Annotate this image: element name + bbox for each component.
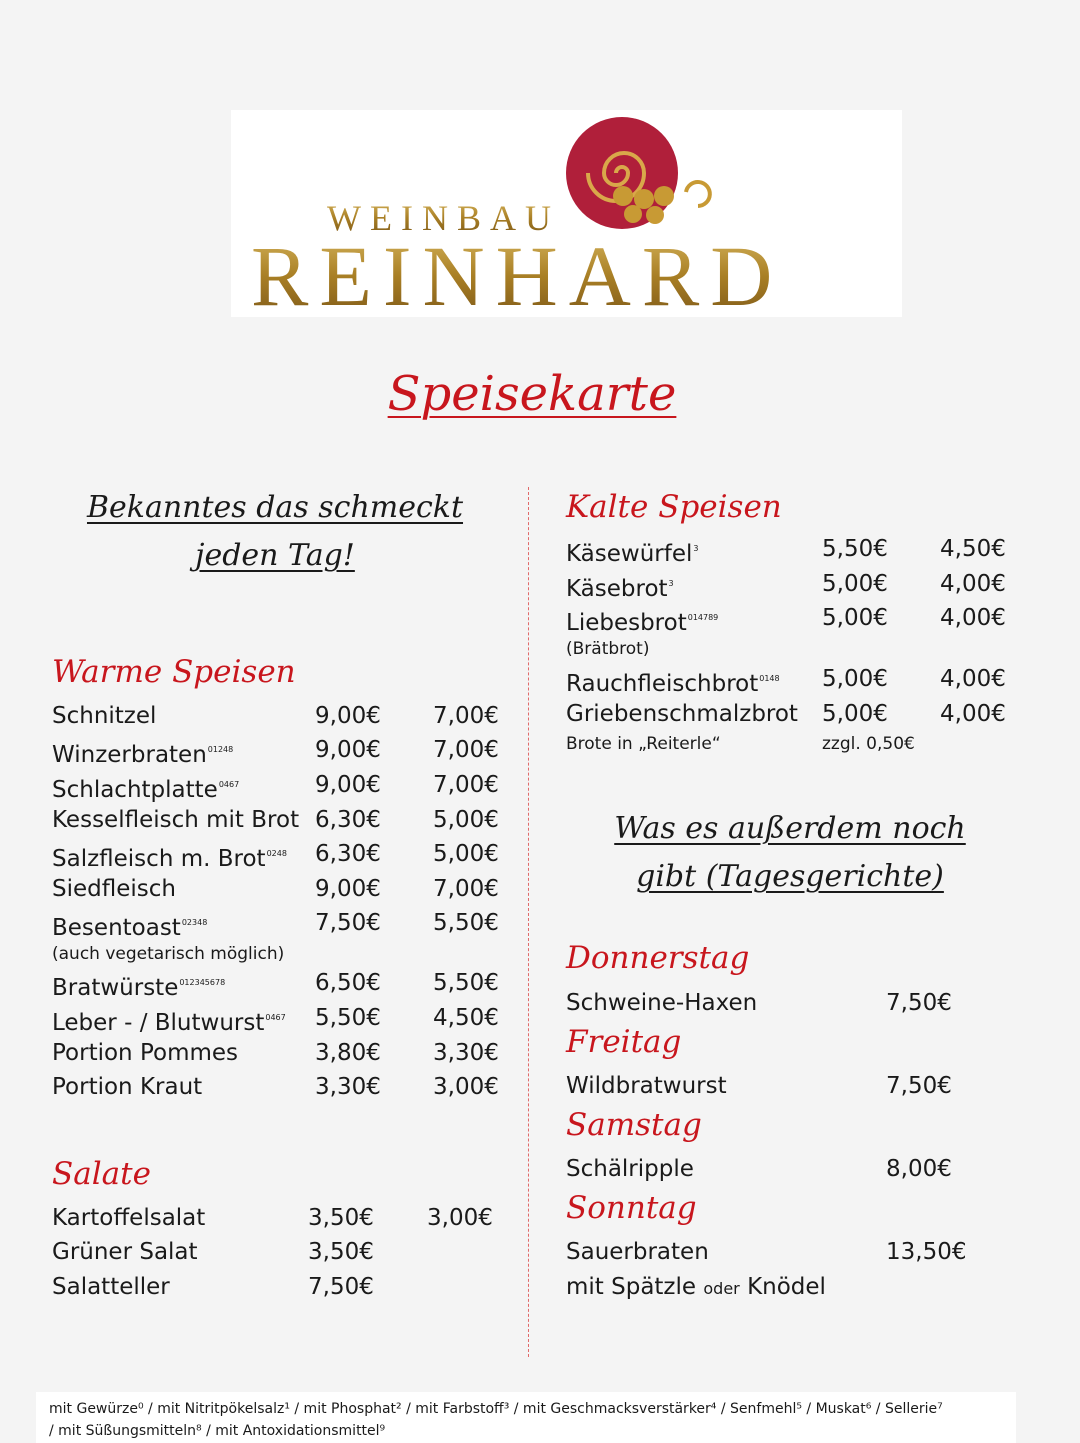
allergen-codes: 01248 (207, 745, 234, 754)
price-large: 3,80€ (315, 1040, 381, 1066)
price-large: 6,30€ (315, 841, 381, 867)
price-small: 5,50€ (433, 910, 499, 936)
price-small: 3,30€ (433, 1040, 499, 1066)
price: 7,50€ (886, 1073, 952, 1099)
intro-heading-line1: Bekanntes das schmeckt (86, 490, 464, 525)
allergen-codes: 3 (693, 544, 699, 553)
allergen-codes: 0148 (759, 674, 780, 683)
price-small: 4,50€ (433, 1005, 499, 1031)
price-large: 5,00€ (822, 701, 888, 727)
allergen-footer (36, 1392, 1016, 1443)
item-name: Griebenschmalzbrot (566, 701, 798, 727)
price-small: 7,00€ (433, 737, 499, 763)
item-name: Schlachtplatte$^{0467}$ (52, 777, 240, 803)
price-small: 5,00€ (433, 841, 499, 867)
item-name: Grüner Salat (52, 1239, 198, 1265)
price-large: 3,30€ (315, 1074, 381, 1100)
price-small: 3,00€ (427, 1205, 493, 1231)
intro-heading-line2: jeden Tag! (195, 538, 355, 573)
item-name: Sauerbraten (566, 1239, 709, 1265)
extra-heading-line1: Was es außerdem noch (614, 811, 966, 846)
item-name: Wildbratwurst (566, 1073, 727, 1099)
allergen-codes: 012345678 (179, 978, 226, 987)
column-divider (528, 487, 529, 1357)
item-name: Winzerbraten$^{01248}$ (52, 742, 234, 768)
logo-grape-icon (624, 205, 642, 223)
page-title: Speisekarte (387, 366, 677, 422)
sunday-line2-b: oder (703, 1279, 740, 1298)
price-small: 4,50€ (940, 536, 1006, 562)
item-name: Portion Pommes (52, 1040, 239, 1066)
day-heading: Donnerstag (566, 940, 750, 976)
price-large: 5,50€ (315, 1005, 381, 1031)
price: 13,50€ (886, 1239, 967, 1265)
item-name: Liebesbrot$^{014789}$ (566, 610, 719, 636)
item-name: Schnitzel (52, 703, 157, 729)
allergen-codes: 0467 (218, 780, 240, 789)
item-name: Käsewürfel$^3$ (566, 541, 699, 567)
item-name: Salzfleisch m. Brot$^{0248}$ (52, 846, 287, 872)
price-large: 3,50€ (308, 1239, 374, 1265)
allergen-codes: 02348 (181, 918, 208, 927)
allergen-codes: 0467 (265, 1013, 286, 1022)
item-name: Besentoast$^{02348}$ (52, 915, 208, 941)
price-large: 5,00€ (822, 605, 888, 631)
item-name: Salatteller (52, 1274, 170, 1300)
day-heading: Sonntag (566, 1190, 697, 1226)
liebesbrot-note: (Brätbrot) (566, 639, 650, 659)
allergen-codes: 3 (668, 579, 674, 588)
besentoast-note: (auch vegetarisch möglich) (52, 944, 285, 964)
item-name: Siedfleisch (52, 876, 176, 902)
logo (231, 110, 902, 317)
price-small: 3,00€ (433, 1074, 499, 1100)
section-heading-salads: Salate (52, 1156, 151, 1192)
item-name: Portion Kraut (52, 1074, 203, 1100)
price-small: 7,00€ (433, 876, 499, 902)
price: 7,50€ (886, 990, 952, 1016)
price-large: 7,50€ (315, 910, 381, 936)
price-small: 4,00€ (940, 666, 1006, 692)
item-name: Schälripple (566, 1156, 694, 1182)
price-large: 5,00€ (822, 666, 888, 692)
allergen-codes: 014789 (687, 613, 719, 622)
price-small: 7,00€ (433, 772, 499, 798)
sunday-line2-a: mit Spätzle (566, 1274, 697, 1300)
price-small: 7,00€ (433, 703, 499, 729)
section-heading-warm: Warme Speisen (52, 654, 296, 690)
item-name: Leber - / Blutwurst$^{0467}$ (52, 1010, 286, 1036)
price: 8,00€ (886, 1156, 952, 1182)
reiterle-label: Brote in „Reiterle“ (566, 734, 721, 754)
price-large: 5,00€ (822, 571, 888, 597)
price-large: 9,00€ (315, 876, 381, 902)
logo-grape-icon (654, 186, 674, 206)
price-large: 9,00€ (315, 772, 381, 798)
day-heading: Freitag (566, 1024, 682, 1060)
logo-graphic (231, 110, 902, 317)
logo-grape-icon (646, 206, 664, 224)
price-small: 4,00€ (940, 701, 1006, 727)
logo-line2: REINHARD (251, 228, 784, 317)
item-name: Bratwürste$^{012345678}$ (52, 975, 226, 1001)
item-name: Rauchfleischbrot$^{0148}$ (566, 671, 780, 697)
price-large: 9,00€ (315, 737, 381, 763)
price-small: 5,00€ (433, 807, 499, 833)
price-small: 5,50€ (433, 970, 499, 996)
price-large: 7,50€ (308, 1274, 374, 1300)
allergen-codes: 0248 (266, 849, 287, 858)
logo-line1: WEINBAU (327, 198, 560, 238)
item-name: Schweine-Haxen (566, 990, 758, 1016)
logo-tendril-icon (686, 182, 710, 206)
extra-heading-line2: gibt (Tagesgerichte) (636, 859, 944, 894)
day-heading: Samstag (566, 1107, 702, 1143)
logo-grape-icon (613, 186, 633, 206)
item-name: Kartoffelsalat (52, 1205, 206, 1231)
price-large: 3,50€ (308, 1205, 374, 1231)
footer-line1: mit Gewürze⁰ / mit Nitritpökelsalz¹ / mit Phosphat² / mit Farbstoff³ / mit Geschmacksverstärker⁴ / Senfmehl⁵ / Muskat⁶ / Sellerie⁷ (49, 1401, 943, 1417)
item-name: Käsebrot$^3$ (566, 576, 674, 602)
price-large: 6,50€ (315, 970, 381, 996)
footer-line2: / mit Süßungsmitteln⁸ / mit Antoxidationsmittel⁹ (49, 1423, 386, 1439)
item-name: Kesselfleisch mit Brot (52, 807, 300, 833)
price-small: 4,00€ (940, 605, 1006, 631)
price-large: 5,50€ (822, 536, 888, 562)
section-heading-cold: Kalte Speisen (566, 489, 782, 525)
price-large: 9,00€ (315, 703, 381, 729)
reiterle-price: zzgl. 0,50€ (822, 734, 915, 754)
sunday-line2-c: Knödel (747, 1274, 826, 1300)
price-large: 6,30€ (315, 807, 381, 833)
price-small: 4,00€ (940, 571, 1006, 597)
